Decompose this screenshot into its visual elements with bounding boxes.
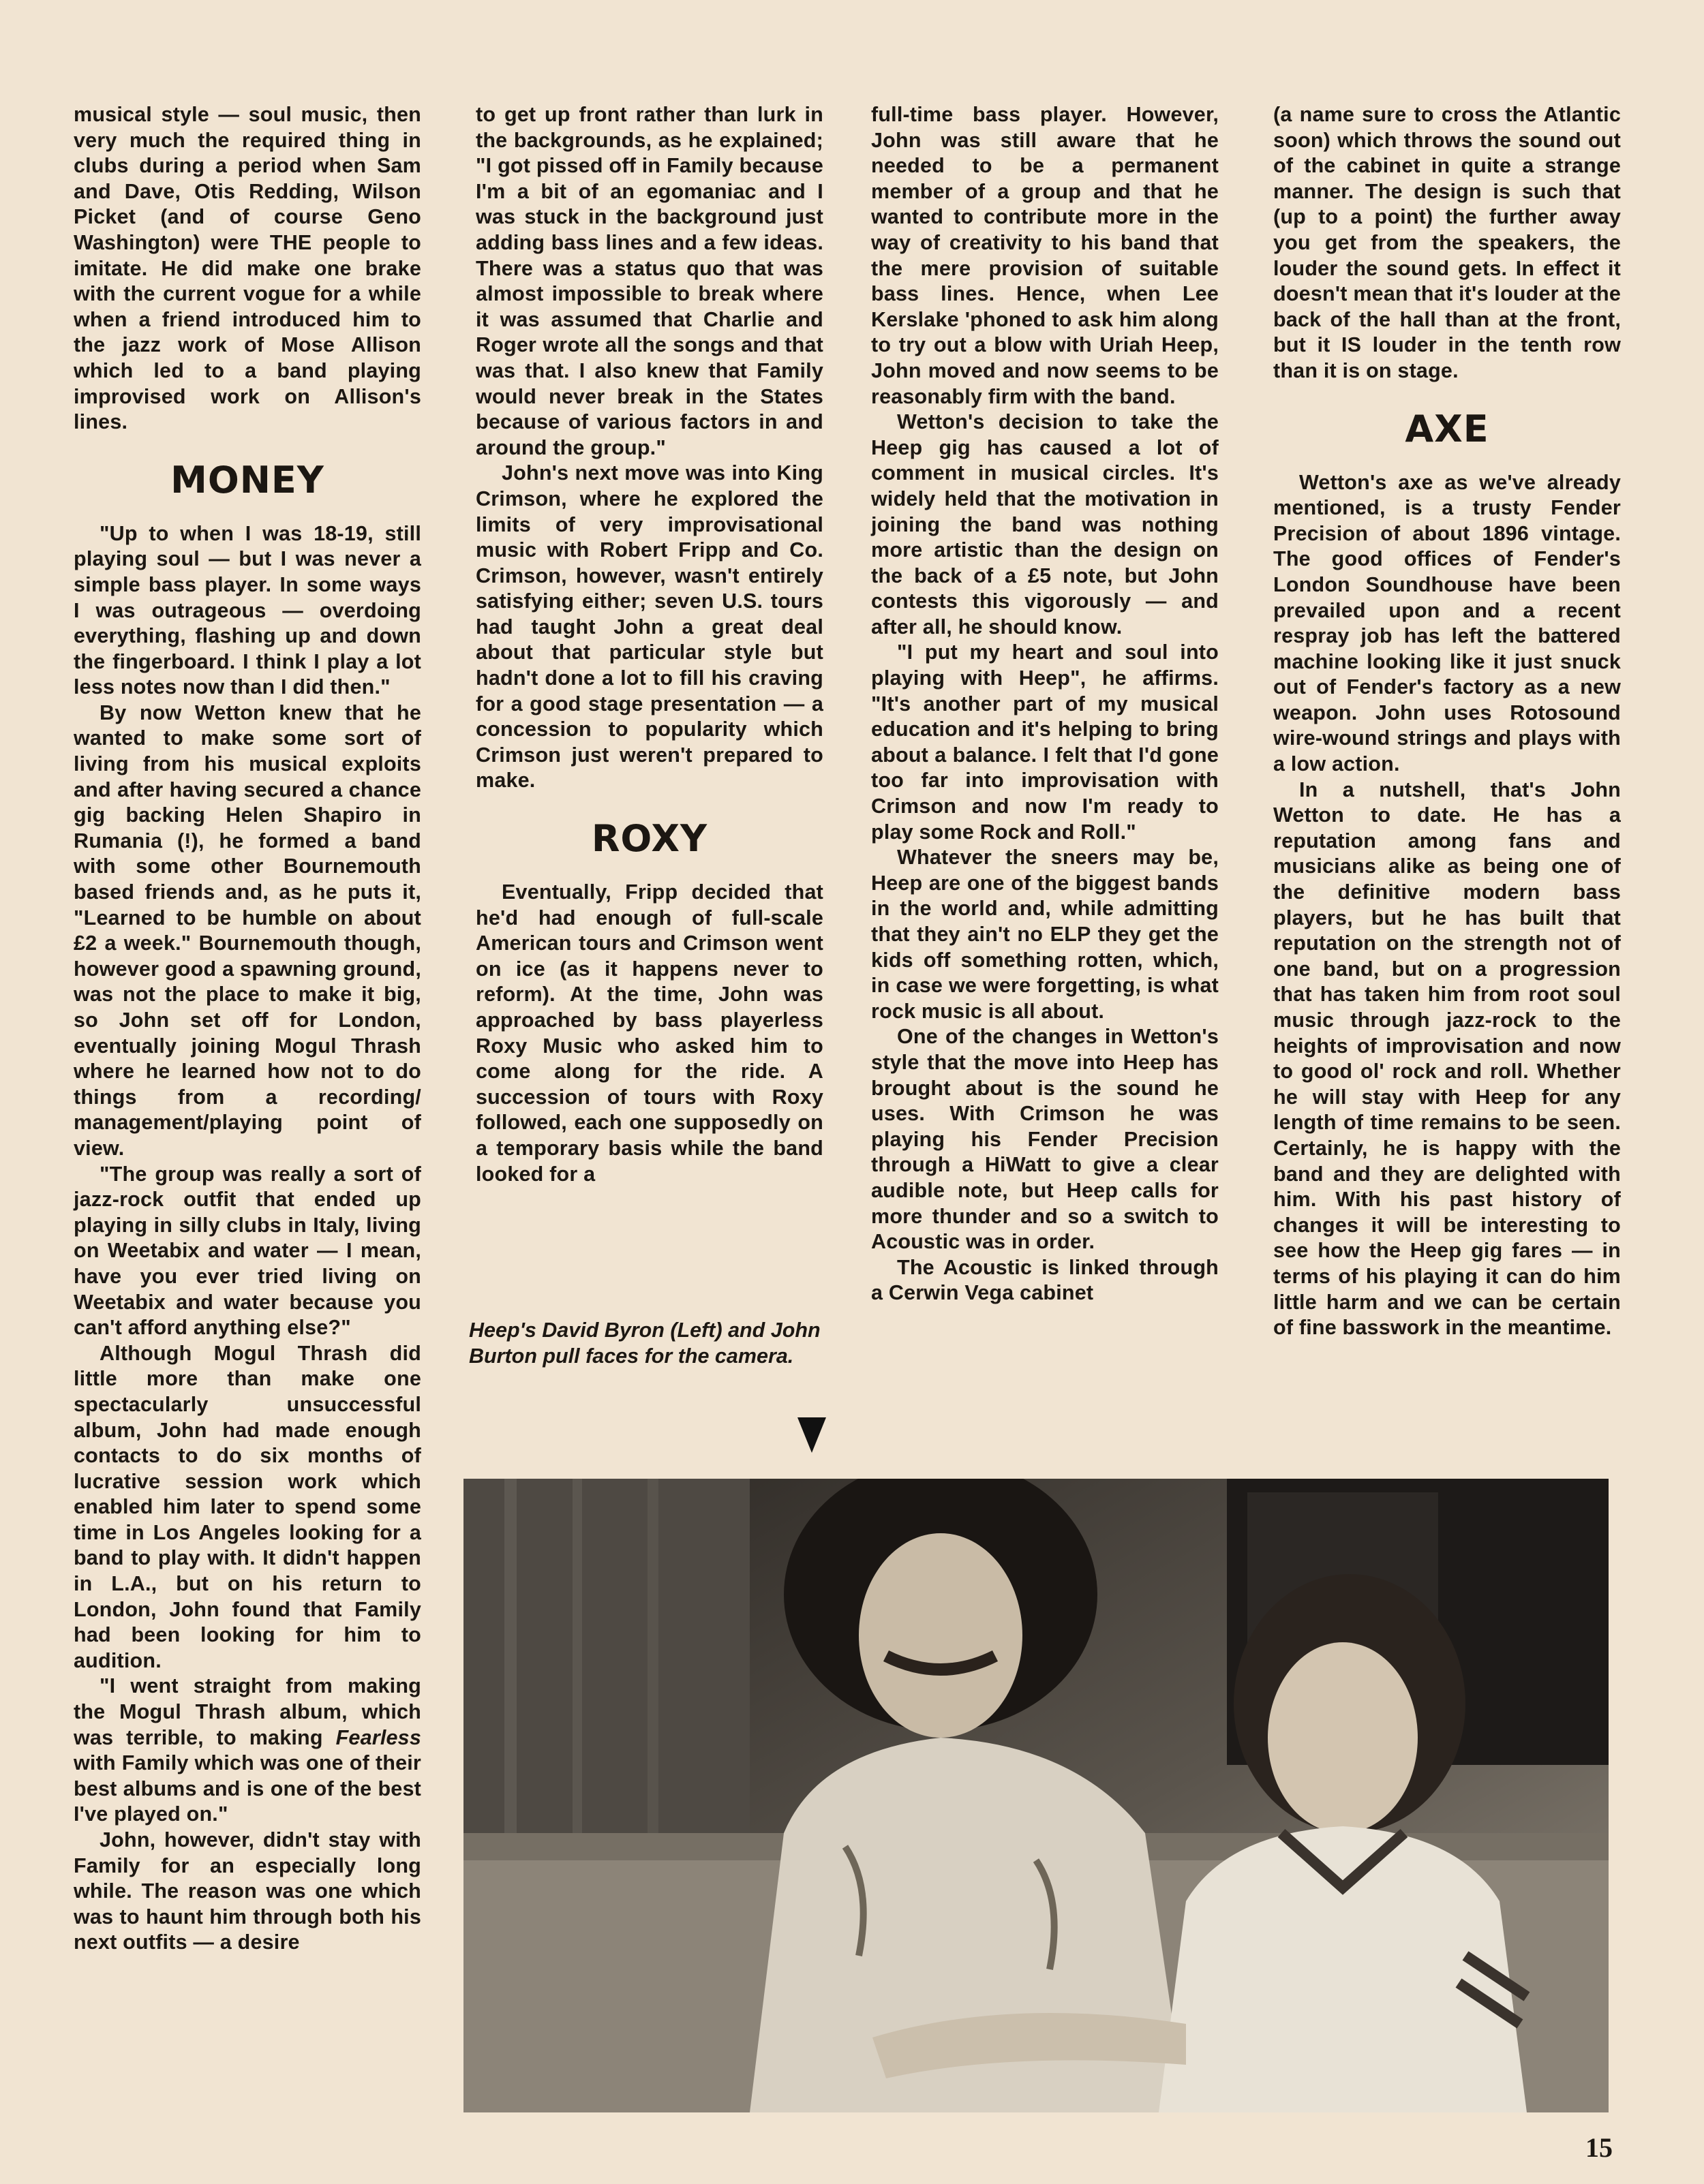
paragraph: "Up to when I was 18-19, still playing soul — but I was never a simple bass player. In some ways I was outrageous — overdoing everything, flashing up and down the fingerboard. I think I play a lot less notes now than I did then." (74, 521, 421, 699)
album-title: Fearless (335, 1725, 421, 1749)
paragraph: The Acoustic is linked through a Cerwin Vega cabinet (871, 1255, 1219, 1305)
arrow-down-icon (797, 1417, 826, 1453)
paragraph: "I put my heart and soul into playing with Heep", he affirms. "It's another part of my musical education and it's helping to bring about a balance. I felt that I'd gone too far into improvisation with Crimson and now I'm ready to play some Rock and Roll." (871, 641, 1219, 844)
band-photo (463, 1479, 1609, 2112)
subheading-axe: AXE (1405, 407, 1489, 450)
paragraph: Although Mogul Thrash did little more than make one spectacularly unsuccessful album, John had made enough contacts to do six months of lucrative session work which enabled him later to spend some time in Los Angeles looking for a band to play with. It didn't happen in L.A., but on his return to London, John found that Family had been looking for him to audition. (74, 1341, 421, 1672)
paragraph: One of the changes in Wetton's style that the move into Heep has brought about is the sound he uses. With Crimson he was playing his Fender Precision through a HiWatt to give a clear audible note, but Heep calls for more thunder and so a switch to Acoustic was in order. (871, 1025, 1219, 1254)
paragraph: "The group was really a sort of jazz-rock outfit that ended up playing in silly clubs in Italy, living on Weetabix and water — I mean, have you ever tried living on Weetabix and water because you can't afford anything else?" (74, 1162, 421, 1340)
paragraph: John's next move was into King Crimson, where he explored the limits of very improvisational music with Robert Fripp and Co. Crimson, however, wasn't entirely satisfying either; seven U.S. tours had taught John a great deal about that particular style but hadn't done a lot to fill his craving for a good stage presentation — a concession to popularity which Crimson just weren't prepared to make. (476, 461, 823, 793)
paragraph-text: "I went straight from making the Mogul Thrash album, which was terrible, to making (74, 1674, 421, 1749)
subheading-money: MONEY (170, 458, 324, 502)
article-column-3 (871, 102, 1219, 1306)
page-number: 15 (1585, 2132, 1613, 2163)
paragraph: musical style — soul music, then very much the required thing in clubs during a period when Sam and Dave, Otis Redding, Wilson Picket (and of course Geno Washington) were THE people to imitate. He did make one brake with the current vogue for a while when a friend introduced him to the jazz work of Mose Allison which led to a band playing improvised work on Allison's lines. (74, 103, 421, 434)
paragraph-text: with Family which was one of their best albums and is one of the best I've played on." (74, 1751, 421, 1826)
paragraph: Eventually, Fripp decided that he'd had enough of full-scale American tours and Crimson went on ice (as it happens never to reform). At the time, John was approached by bass playerless Roxy Music who asked him to come along for the ride. A succession of tours with Roxy followed, each one supposedly on a temporary basis while the band looked for a (476, 880, 823, 1186)
paragraph (74, 1674, 421, 1828)
paragraph: John, however, didn't stay with Family for an especially long while. The reason was one which was to haunt him through both his next outfits — a desire (74, 1828, 421, 1954)
subheading-roxy: ROXY (591, 817, 708, 861)
paragraph: Whatever the sneers may be, Heep are one of the biggest bands in the world and, while admitting that they ain't no ELP they get the kids off something rotten, which, in case we were forgetting, is what rock music is all about. (871, 846, 1219, 1023)
paragraph: In a nutshell, that's John Wetton to date. He has a reputation among fans and musicians alike as being one of the definitive modern bass players, but he has built that reputation on the strength not of one band, but on a progression that has taken him from root soul music through jazz-rock to the heights of improvisation and now to good ol' rock and roll. Whether he will stay with Heep for any length of time remains to be seen. Certainly, he is happy with the band and they are delighted with him. With his past history of changes it will be interesting to see how the Heep gig fares — in terms of his playing it can do him little harm and we can be certain of fine basswork in the meantime. (1273, 778, 1621, 1340)
photo-caption: Heep's David Byron (Left) and John Burton pull faces for the camera. (469, 1319, 821, 1368)
paragraph: Wetton's decision to take the Heep gig has caused a lot of comment in musical circles. It's widely held that the motivation in joining the band was nothing more artistic than the design on the back of a £5 note, but John contests this vigorously — and after all, he should know. (871, 410, 1219, 639)
paragraph: full-time bass player. However, John was still aware that he needed to be a permanent member of a group and that he wanted to contribute more in the way of creativity to his band that the mere provision of suitable bass lines. Hence, when Lee Kerslake 'phoned to ask him along to try out a blow with Uriah Heep, John moved and now seems to be reasonably firm with the band. (871, 103, 1219, 408)
photo-illustration (463, 1479, 1609, 2112)
paragraph: By now Wetton knew that he wanted to make some sort of living from his musical exploits and after having secured a chance gig backing Helen Shapiro in Rumania (!), he formed a band with some other Bournemouth based friends and, as he puts it, "Learned to be humble on about £2 a week." Bournemouth though, however good a spawning ground, was not the place to make it big, so John set off for London, eventually joining Mogul Thrash where he learned how not to do things from a recording/ management/playing point of view. (74, 701, 421, 1160)
paragraph: (a name sure to cross the Atlantic soon) which throws the sound out of the cabinet in quite a strange manner. The design is such that (up to a point) the further away you get from the speakers, the louder the sound gets. In effect it doesn't mean that it's louder at the back of the hall than at the front, but it IS louder in the tenth row than it is on stage. (1273, 103, 1621, 382)
article-column-2 (476, 102, 823, 1187)
article-column-4 (1273, 102, 1621, 1341)
article-column-1 (74, 102, 421, 1956)
paragraph: Wetton's axe as we've already mentioned, is a trusty Fender Precision of about 1896 vintage. The good offices of Fender's London Soundhouse have been prevailed upon and a recent respray job has left the battered machine looking like it just snuck out of Fender's factory as a new weapon. John uses Rotosound wire-wound strings and plays with a low action. (1273, 470, 1621, 776)
paragraph: to get up front rather than lurk in the backgrounds, as he explained; "I got pissed off in Family because I'm a bit of an egomaniac and I was stuck in the background just adding bass lines and a few ideas. There was a status quo that was almost impossible to break where it was assumed that Charlie and Roger wrote all the songs and that was that. I also knew that Family would never break in the States because of various factors in and around the group." (476, 103, 823, 459)
